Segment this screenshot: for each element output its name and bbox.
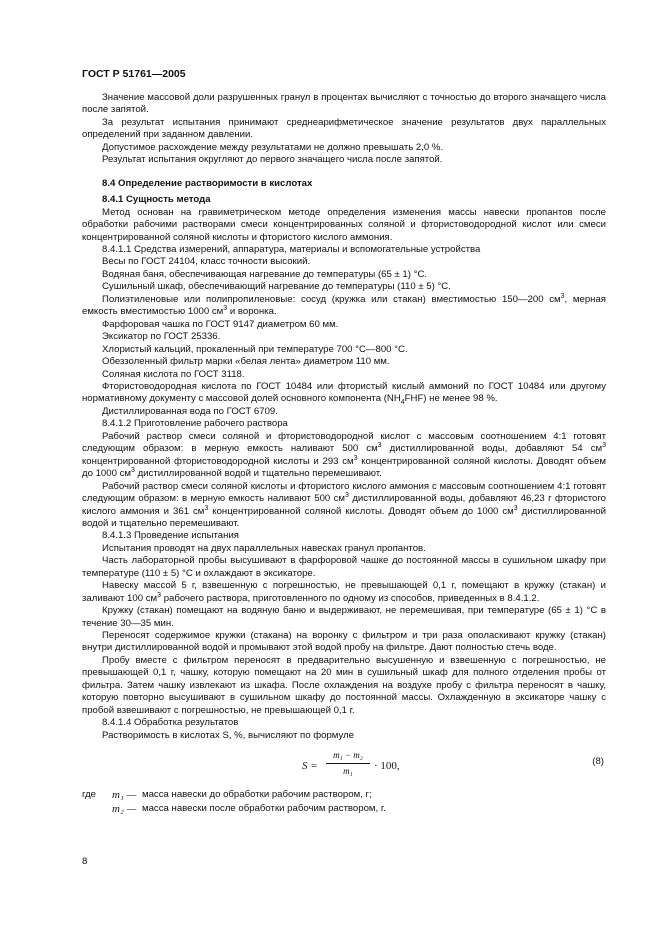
paragraph: Фарфоровая чашка по ГОСТ 9147 диаметром 60 мм. <box>102 318 339 330</box>
paragraph: Результат испытания округляют до первого значащего числа после запятой. <box>102 154 443 166</box>
formula-lhs: S = <box>302 760 318 773</box>
paragraph: Рабочий раствор смеси соляной и фтористоводородной кислот с массовым соотношением 4:1 готовят следующим образом: в мерную емкость наливают 500 $см^3$ дистиллированной воды, добавляют 54 $см^3$ концентрированной фтористоводородной кислоты и 293 $см^3$ концентрированной соляной кислоты. Доводят объем до 1000 $см^3$ дистиллированной водой и тщательно перемешивают. <box>82 430 606 480</box>
paragraph: Допустимое расхождение между результатами не должно превышать 2,0 %. <box>102 141 444 153</box>
paragraph: Значение массовой доли разрушенных гранул в процентах вычисляют с точностью до второго значащего числа после запятой. <box>82 92 606 116</box>
paragraph: Кружку (стакан) помещают на водяную баню и выдерживают, не перемешивая, при температуре (65 ± 1) °C в течение 30—35 мин. <box>82 605 606 629</box>
where-row <box>82 802 606 816</box>
section-title: 8.4 Определение растворимости в кислотах <box>102 177 313 189</box>
clause-heading: 8.4.1.4 Обработка результатов <box>102 717 239 729</box>
clause-heading: 8.4.1.1 Средства измерений, аппаратура, материалы и вспомогательные устройства <box>102 243 481 255</box>
paragraph: Эксикатор по ГОСТ 25336. <box>102 331 221 343</box>
page-header: ГОСТ Р 51761—2005 <box>82 68 186 80</box>
paragraph: Обеззоленный фильтр марки «белая лента» диаметром 110 мм. <box>102 356 390 368</box>
paragraph: Навеску массой 5 г, взвешенную с погрешностью, не превышающей 0,1 г, помещают в кружку (стакан) и заливают 100 $см^3$ рабочего раствора, приготовленного по одному из способов, приведенных в 8.4.1.2. <box>82 580 606 604</box>
formula-denominator: m₁ <box>343 765 353 776</box>
subsection-title: 8.4.1 Сущность метода <box>102 194 211 206</box>
paragraph: Полиэтиленовые или полипропиленовые: сосуд (кружка или стакан) вместимостью 150—200 $см^3$, мерная емкость вместимостью 1000 $см^3$ и воронка. <box>82 292 606 318</box>
where-list <box>82 788 606 816</box>
paragraph: Хлористый кальций, прокаленный при температуре 700 °C—800 °C. <box>102 343 408 355</box>
where-row <box>82 788 606 802</box>
where-symbol: m₁ — <box>112 789 137 802</box>
paragraph: За результат испытания принимают среднеарифметическое значение результатов двух параллельных определений при заданном давлении. <box>82 116 606 141</box>
formula <box>82 746 606 786</box>
paragraph: Сушильный шкаф, обеспечивающий нагревание до температуры (110 ± 5) °C. <box>102 281 451 293</box>
paragraph: Метод основан на гравиметрическом методе определения изменения массы навески пропантов после обработки рабочими растворами смеси концентрированных соляной и фтористоводородной кислот или смеси концентрированной соляной кислоты и фтористого кислого аммония. <box>82 206 606 243</box>
paragraph: Весы по ГОСТ 24104, класс точности высокий. <box>102 256 311 268</box>
formula-rest: · 100, <box>374 760 400 773</box>
equation-number: (8) <box>592 756 604 768</box>
where-desc: масса навески после обработки рабочим раствором, г. <box>142 803 386 815</box>
paragraph: Рабочий раствор смеси соляной кислоты и фтористого кислого аммония с массовым соотношением 4:1 готовят следующим образом: в мерную емкость наливают 500 $см^3$ дистиллированной воды, добавляют 46,23 г фтористого кислого аммония и 361 $см^3$ концентрированной соляной кислоты. Доводят объем до 1000 $см^3$ дистиллированной водой и тщательно перемешивают. <box>82 480 606 529</box>
paragraph: Соляная кислота по ГОСТ 3118. <box>102 368 245 380</box>
paragraph: Пробу вместе с фильтром переносят в предварительно высушенную и взвешенную с погрешностью, не превышающей 0,1 г, чашку, которую помещают на 20 мин в сушильный шкаф для полного отделения пробы от фильтра. Затем чашку извлекают из шкафа. После охлаждения на воздухе пробу с фильтра переносят в чашку, которую повторно высушивают в сушильном шкафу до постоянной массы. Охлажденную в эксикаторе чашку с пробой взвешивают с погрешностью, не превышающей 0,1 г. <box>82 654 606 716</box>
paragraph: Испытания проводят на двух параллельных навесках гранул пропантов. <box>102 542 426 554</box>
page-number: 8 <box>82 856 88 867</box>
where-word: где <box>82 789 97 801</box>
paragraph: Дистиллированная вода по ГОСТ 6709. <box>102 405 278 417</box>
document-body <box>82 92 606 816</box>
paragraph: Растворимость в кислотах S, %, вычисляют по формуле <box>102 729 354 741</box>
paragraph: Фтористоводородная кислота по ГОСТ 10484 или фтористый кислый аммоний по ГОСТ 10484 или другому нормативному документу с массовой долей основного компонента $(NH_4FHF)$ не менее 98 %. <box>82 380 606 407</box>
formula-fraction <box>326 749 370 777</box>
clause-heading: 8.4.1.3 Проведение испытания <box>102 530 239 542</box>
paragraph: Переносят содержимое кружки (стакана) на воронку с фильтром и три раза ополаскивают кружку (стакан) внутри дистиллированной водой и промывают этой водой пробу на фильтре. Дают полностью стечь воде. <box>82 630 606 654</box>
formula-numerator: m₁ − m₂ <box>326 749 370 763</box>
paragraph: Часть лабораторной пробы высушивают в фарфоровой чашке до постоянной массы в сушильном шкафу при температуре (110 ± 5) °C и охлаждают в эксикаторе. <box>82 555 606 579</box>
where-symbol: m₂ — <box>112 803 137 816</box>
clause-heading: 8.4.1.2 Приготовление рабочего раствора <box>102 418 288 430</box>
paragraph: Водяная баня, обеспечивающая нагревание до температуры (65 ± 1) °C. <box>102 268 428 280</box>
where-desc: масса навески до обработки рабочим раствором, г; <box>142 789 372 801</box>
